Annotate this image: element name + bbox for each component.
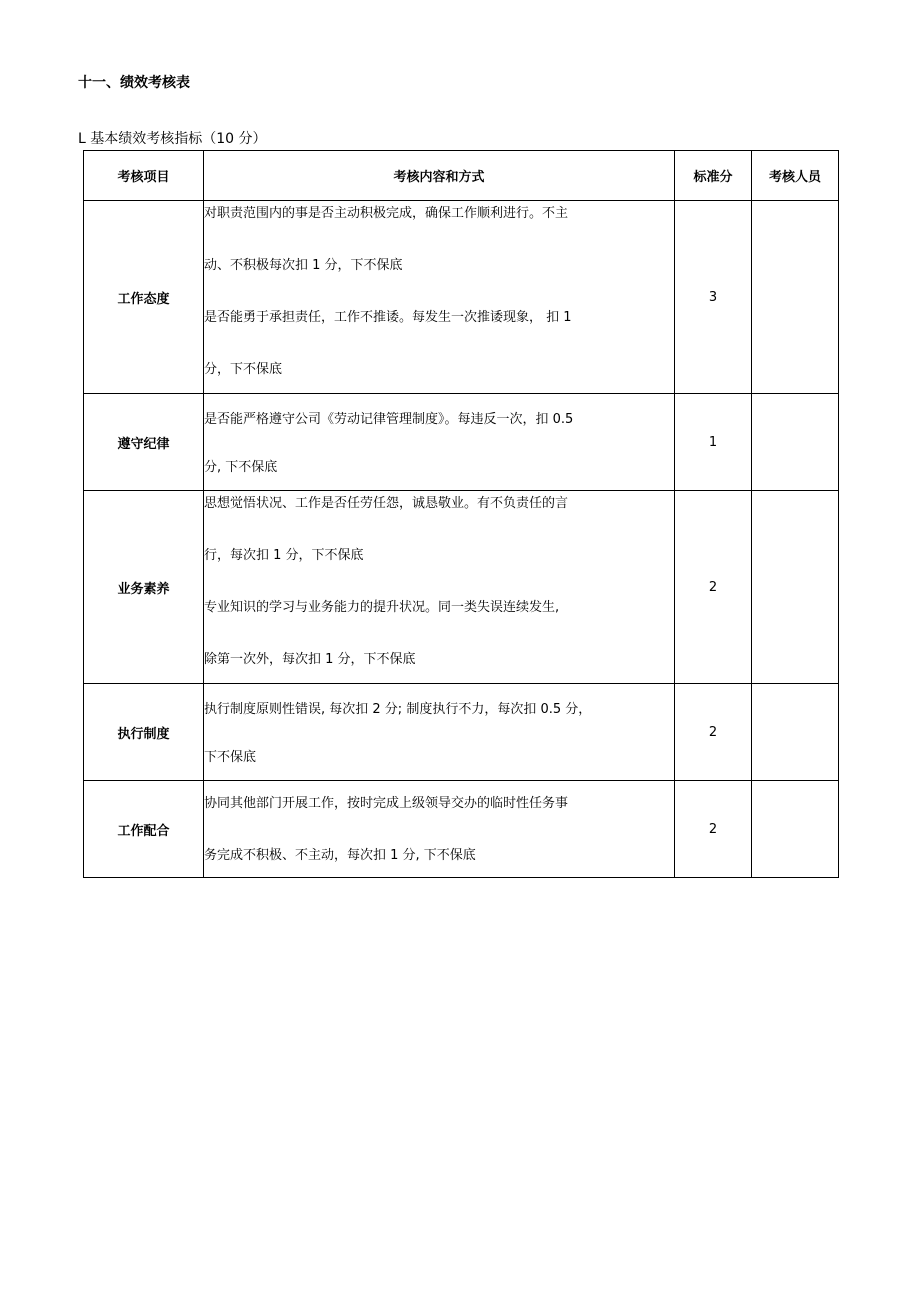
standard-score: 2 [675, 781, 752, 878]
content-line: 动、不积极每次扣 1 分，下不保底 [204, 258, 403, 273]
content-line: 行，每次扣 1 分，下不保底 [204, 548, 364, 563]
assessor-cell [752, 781, 839, 878]
standard-score: 1 [675, 394, 752, 491]
standard-score: 2 [675, 491, 752, 684]
item-name: 执行制度 [84, 684, 204, 781]
assessor-cell [752, 684, 839, 781]
content-line: 除第一次外，每次扣 1 分，下不保底 [204, 652, 416, 667]
content-line: 下不保底 [204, 750, 257, 765]
table-header-row [84, 151, 839, 201]
assessor-cell [752, 394, 839, 491]
item-content [204, 491, 675, 684]
item-name: 遵守纪律 [84, 394, 204, 491]
content-line: 分，下不保底 [204, 362, 283, 377]
standard-score: 3 [675, 201, 752, 394]
content-line: 务完成不积极、不主动，每次扣 1 分, 下不保底 [204, 848, 476, 863]
header-item: 考核项目 [84, 151, 204, 201]
table-row [84, 491, 839, 684]
item-name: 工作配合 [84, 781, 204, 878]
table-row [84, 201, 839, 394]
assessor-cell [752, 201, 839, 394]
table-row [84, 684, 839, 781]
content-line: 是否能勇于承担责任，工作不推诿。每发生一次推诿现象， 扣 1 [204, 310, 572, 325]
standard-score: 2 [675, 684, 752, 781]
item-name: 业务素养 [84, 491, 204, 684]
performance-table [83, 150, 839, 878]
content-line: 是否能严格遵守公司《劳动记律管理制度》。每违反一次，扣 0.5 [204, 412, 574, 427]
item-content [204, 684, 675, 781]
item-name: 工作态度 [84, 201, 204, 394]
content-line: 分, 下不保底 [204, 460, 278, 475]
header-assessor: 考核人员 [752, 151, 839, 201]
header-content: 考核内容和方式 [204, 151, 675, 201]
section-title: 十一、绩效考核表 [78, 75, 190, 91]
header-score: 标准分 [675, 151, 752, 201]
content-line: 专业知识的学习与业务能力的提升状况。同一类失误连续发生, [204, 600, 560, 615]
assessor-cell [752, 491, 839, 684]
content-line: 协同其他部门开展工作，按时完成上级领导交办的临时性任务事 [204, 796, 569, 811]
item-content [204, 394, 675, 491]
table-subtitle: L 基本绩效考核指标（10 分） [78, 131, 267, 147]
content-line: 思想觉悟状况、工作是否任劳任怨，诚恳敬业。有不负责任的言 [204, 496, 569, 511]
content-line: 对职责范围内的事是否主动积极完成，确保工作顺利进行。不主 [204, 206, 569, 221]
item-content [204, 781, 675, 878]
table-row [84, 781, 839, 878]
table-row [84, 394, 839, 491]
item-content [204, 201, 675, 394]
content-line: 执行制度原则性错误, 每次扣 2 分; 制度执行不力，每次扣 0.5 分， [204, 702, 592, 717]
